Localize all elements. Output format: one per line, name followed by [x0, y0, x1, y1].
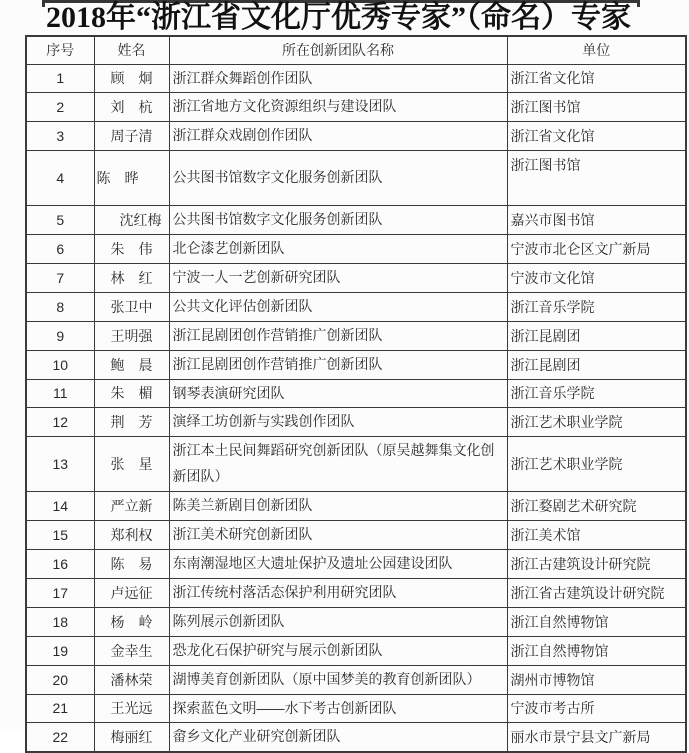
- row-number-cell: 2: [26, 93, 94, 122]
- team-name-cell: 北仑漆艺创新团队: [169, 235, 507, 264]
- row-number-cell: 20: [26, 665, 94, 694]
- unit-cell: 浙江图书馆: [507, 93, 686, 122]
- team-name-cell: 浙江群众戏剧创作团队: [169, 122, 507, 151]
- row-number-cell: 21: [26, 694, 94, 723]
- expert-name-cell: 王明强: [94, 321, 169, 350]
- team-name-cell: 畲乡文化产业研究创新团队: [169, 723, 507, 752]
- unit-cell: 浙江音乐学院: [507, 292, 686, 321]
- table-row: [26, 521, 686, 550]
- table-row: [26, 636, 686, 665]
- expert-name-cell: 张卫中: [94, 292, 169, 321]
- table-row: [26, 93, 686, 122]
- unit-cell: 嘉兴市图书馆: [507, 206, 686, 235]
- row-number-cell: 17: [26, 578, 94, 607]
- table-row: [26, 263, 686, 292]
- unit-cell: 浙江艺术职业学院: [507, 408, 686, 437]
- unit-cell: 浙江省文化馆: [507, 122, 686, 151]
- row-number-cell: 13: [26, 437, 94, 492]
- team-name-cell: 钢琴表演研究团队: [169, 379, 507, 408]
- table-row: [26, 206, 686, 235]
- row-number-cell: 9: [26, 321, 94, 350]
- table-row: [26, 550, 686, 579]
- table-row: [26, 492, 686, 521]
- team-name-cell: 公共文化评估创新团队: [169, 292, 507, 321]
- expert-name-cell: 卢远征: [94, 578, 169, 607]
- team-name-cell: 恐龙化石保护研究与展示创新团队: [169, 636, 507, 665]
- table-row: [26, 408, 686, 437]
- expert-name-cell: 杨 岭: [94, 607, 169, 636]
- unit-cell: 浙江省文化馆: [507, 64, 686, 93]
- table-row: [26, 607, 686, 636]
- unit-cell: 浙江自然博物馆: [507, 636, 686, 665]
- row-number-cell: 11: [26, 379, 94, 408]
- row-number-cell: 15: [26, 521, 94, 550]
- expert-name-cell: 周子清: [94, 122, 169, 151]
- expert-name-cell: 严立新: [94, 492, 169, 521]
- expert-name-cell: 荆 芳: [94, 408, 169, 437]
- unit-cell: 浙江古建筑设计研究院: [507, 550, 686, 579]
- unit-cell: 浙江艺术职业学院: [507, 437, 686, 492]
- team-name-cell: 湖博美育创新团队（原中国梦美的教育创新团队）: [169, 665, 507, 694]
- unit-cell: 浙江省古建筑设计研究院: [507, 578, 686, 607]
- row-number-cell: 12: [26, 408, 94, 437]
- row-number-cell: 16: [26, 550, 94, 579]
- table-row: [26, 379, 686, 408]
- row-number-cell: 22: [26, 723, 94, 752]
- table-header: [26, 36, 686, 64]
- unit-cell: 浙江自然博物馆: [507, 607, 686, 636]
- unit-cell: 浙江美术馆: [507, 521, 686, 550]
- header-name: 姓名: [94, 36, 169, 64]
- expert-name-cell: 沈红梅: [94, 206, 169, 235]
- table-row: [26, 235, 686, 264]
- row-number-cell: 4: [26, 151, 94, 206]
- table-row: [26, 578, 686, 607]
- expert-name-cell: 顾 炯: [94, 64, 169, 93]
- team-name-cell: 浙江本土民间舞蹈研究创新团队（原吴越舞集文化创新团队）: [169, 437, 507, 492]
- table-row: [26, 694, 686, 723]
- team-name-cell: 浙江昆剧团创作营销推广创新团队: [169, 321, 507, 350]
- header-number: 序号: [26, 36, 94, 64]
- experts-table: [25, 35, 687, 753]
- table-row: [26, 64, 686, 93]
- row-number-cell: 18: [26, 607, 94, 636]
- unit-cell: 浙江音乐学院: [507, 379, 686, 408]
- expert-name-cell: 鲍 晨: [94, 350, 169, 379]
- expert-name-cell: 王光远: [94, 694, 169, 723]
- team-name-cell: 浙江省地方文化资源组织与建设团队: [169, 93, 507, 122]
- page-title: 2018年“浙江省文化厅优秀专家”（命名）专家: [46, 1, 631, 34]
- team-name-cell: 浙江美术研究创新团队: [169, 521, 507, 550]
- expert-name-cell: 金幸生: [94, 636, 169, 665]
- row-number-cell: 3: [26, 122, 94, 151]
- table-row: [26, 122, 686, 151]
- table-row: [26, 437, 686, 492]
- team-name-cell: 公共图书馆数字文化服务创新团队: [169, 151, 507, 206]
- expert-name-cell: 朱 楣: [94, 379, 169, 408]
- table-row: [26, 321, 686, 350]
- row-number-cell: 5: [26, 206, 94, 235]
- team-name-cell: 宁波一人一艺创新研究团队: [169, 263, 507, 292]
- header-row: [26, 36, 686, 64]
- expert-name-cell: 梅丽红: [94, 723, 169, 752]
- row-number-cell: 14: [26, 492, 94, 521]
- expert-name-cell: 陈 晔: [94, 151, 169, 206]
- unit-cell: 宁波市考古所: [507, 694, 686, 723]
- border-stub-left: [42, 0, 45, 7]
- row-number-cell: 8: [26, 292, 94, 321]
- expert-name-cell: 刘 杭: [94, 93, 169, 122]
- table-row: [26, 350, 686, 379]
- team-name-cell: 探索蓝色文明——水下考古创新团队: [169, 694, 507, 723]
- unit-cell: 浙江昆剧团: [507, 350, 686, 379]
- table-row: [26, 292, 686, 321]
- table-row: [26, 723, 686, 752]
- expert-name-cell: 陈 易: [94, 550, 169, 579]
- row-number-cell: 19: [26, 636, 94, 665]
- expert-name-cell: 张 星: [94, 437, 169, 492]
- unit-cell: 浙江婺剧艺术研究院: [507, 492, 686, 521]
- unit-cell: 宁波市文化馆: [507, 263, 686, 292]
- unit-cell: 浙江昆剧团: [507, 321, 686, 350]
- row-number-cell: 1: [26, 64, 94, 93]
- expert-name-cell: 朱 伟: [94, 235, 169, 264]
- team-name-cell: 浙江传统村落活态保护利用研究团队: [169, 578, 507, 607]
- team-name-cell: 浙江昆剧团创作营销推广创新团队: [169, 350, 507, 379]
- team-name-cell: 浙江群众舞蹈创作团队: [169, 64, 507, 93]
- expert-name-cell: 郑利权: [94, 521, 169, 550]
- table-row: [26, 665, 686, 694]
- unit-cell: 浙江图书馆: [507, 151, 686, 206]
- unit-cell: 湖州市博物馆: [507, 665, 686, 694]
- team-name-cell: 陈列展示创新团队: [169, 607, 507, 636]
- row-number-cell: 6: [26, 235, 94, 264]
- unit-cell: 宁波市北仑区文广新局: [507, 235, 686, 264]
- expert-name-cell: 潘林荣: [94, 665, 169, 694]
- table-row: [26, 151, 686, 206]
- row-number-cell: 10: [26, 350, 94, 379]
- team-name-cell: 陈美兰新剧目创新团队: [169, 492, 507, 521]
- header-team-name: 所在创新团队名称: [169, 36, 507, 64]
- header-unit: 单位: [507, 36, 686, 64]
- expert-name-cell: 林 红: [94, 263, 169, 292]
- table-body: [26, 64, 686, 752]
- team-name-cell: 东南潮湿地区大遗址保护及遗址公园建设团队: [169, 550, 507, 579]
- team-name-cell: 公共图书馆数字文化服务创新团队: [169, 206, 507, 235]
- unit-cell: 丽水市景宁县文广新局: [507, 723, 686, 752]
- team-name-cell: 演绎工坊创新与实践创作团队: [169, 408, 507, 437]
- row-number-cell: 7: [26, 263, 94, 292]
